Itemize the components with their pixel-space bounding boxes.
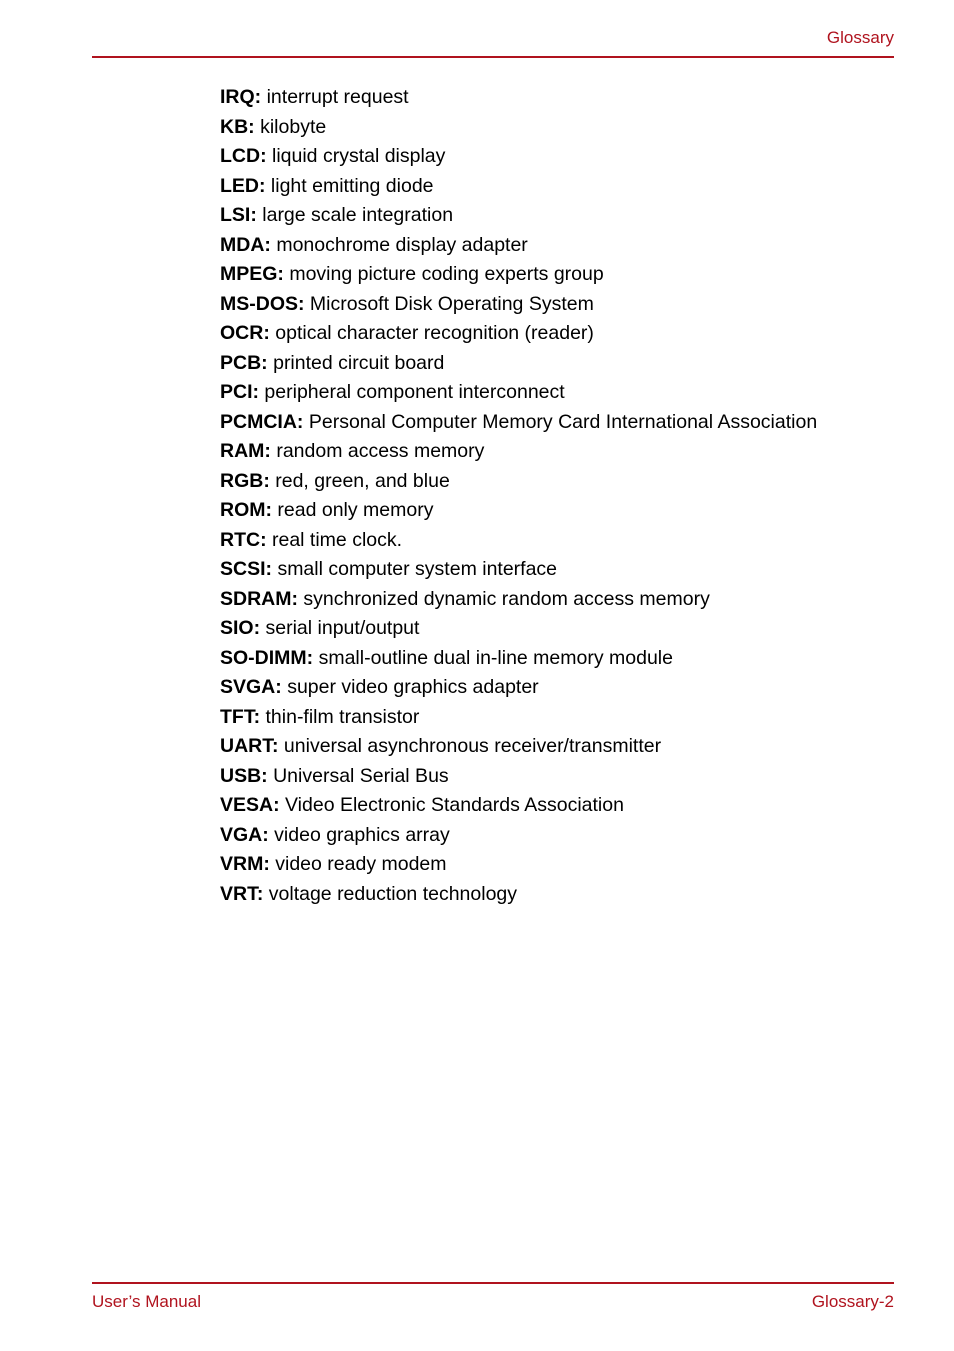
glossary-definition: voltage reduction technology (268, 882, 518, 905)
glossary-term: LCD: (220, 145, 267, 167)
glossary-item (220, 231, 817, 261)
glossary-definition: serial input/output (265, 617, 420, 639)
glossary-term: PCB: (220, 351, 268, 374)
glossary-term: MPEG: (220, 263, 284, 285)
glossary-definition: video graphics array (274, 823, 450, 846)
glossary-definition: Microsoft Disk Operating System (309, 292, 594, 315)
glossary-term: VRT: (220, 882, 264, 905)
glossary-item (220, 673, 817, 703)
glossary-item (220, 378, 817, 408)
glossary-term: UART: (220, 735, 279, 757)
glossary-list (220, 83, 817, 909)
glossary-definition: Universal Serial Bus (273, 764, 449, 787)
glossary-term: VGA: (220, 823, 269, 846)
glossary-term: SCSI: (220, 558, 273, 580)
glossary-item (220, 290, 817, 320)
glossary-item (220, 821, 817, 851)
glossary-definition: kilobyte (260, 115, 327, 138)
glossary-item (220, 850, 817, 880)
glossary-term: USB: (220, 764, 268, 787)
glossary-term: TFT: (220, 705, 261, 728)
glossary-term: SDRAM: (220, 587, 298, 610)
glossary-definition: thin-film transistor (265, 705, 420, 728)
glossary-item (220, 83, 817, 113)
glossary-item (220, 467, 817, 497)
glossary-term: SIO: (220, 617, 261, 639)
footer-page-number: Glossary-2 (811, 1292, 894, 1311)
glossary-term: IRQ: (220, 86, 262, 108)
glossary-definition: peripheral component interconnect (264, 381, 565, 403)
glossary-definition: interrupt request (266, 86, 409, 108)
header-title: Glossary (826, 28, 894, 47)
glossary-definition: liquid crystal display (272, 145, 446, 167)
glossary-definition: real time clock. (272, 528, 403, 551)
glossary-term: MS-DOS: (220, 292, 305, 315)
glossary-term: RGB: (220, 469, 270, 492)
glossary-term: LSI: (220, 204, 257, 226)
glossary-term: KB: (220, 115, 255, 138)
glossary-term: PCMCIA: (220, 410, 304, 433)
glossary-term: LED: (220, 174, 266, 197)
glossary-item (220, 201, 817, 231)
glossary-term: PCI: (220, 381, 259, 403)
glossary-item (220, 142, 817, 172)
glossary-item (220, 880, 817, 910)
glossary-definition: small-outline dual in-line memory module (318, 646, 673, 669)
glossary-item (220, 526, 817, 556)
glossary-item (220, 555, 817, 585)
glossary-item (220, 113, 817, 143)
glossary-item (220, 349, 817, 379)
page-header (92, 26, 894, 58)
glossary-term: VESA: (220, 794, 280, 816)
glossary-definition: synchronized dynamic random access memory (303, 587, 710, 610)
glossary-item (220, 762, 817, 792)
glossary-item (220, 585, 817, 615)
glossary-item (220, 614, 817, 644)
glossary-definition: light emitting diode (270, 174, 434, 197)
glossary-term: VRM: (220, 853, 270, 875)
glossary-item (220, 260, 817, 290)
glossary-item (220, 408, 817, 438)
glossary-item (220, 437, 817, 467)
glossary-definition: small computer system interface (277, 558, 558, 580)
glossary-term: MDA: (220, 233, 271, 256)
glossary-term: RTC: (220, 528, 267, 551)
glossary-definition: red, green, and blue (275, 469, 450, 492)
glossary-definition: universal asynchronous receiver/transmitter (283, 735, 662, 757)
glossary-definition: moving picture coding experts group (289, 263, 604, 285)
glossary-term: RAM: (220, 440, 271, 462)
glossary-definition: monochrome display adapter (276, 233, 528, 256)
glossary-item (220, 172, 817, 202)
glossary-item (220, 791, 817, 821)
glossary-definition: Video Electronic Standards Association (285, 794, 624, 816)
glossary-item (220, 732, 817, 762)
glossary-term: OCR: (220, 322, 270, 344)
glossary-item (220, 703, 817, 733)
glossary-definition: super video graphics adapter (287, 676, 539, 698)
glossary-definition: large scale integration (262, 204, 454, 226)
glossary-definition: random access memory (276, 440, 485, 462)
glossary-term: ROM: (220, 499, 272, 521)
glossary-item (220, 496, 817, 526)
glossary-item (220, 644, 817, 674)
footer-manual-title: User’s Manual (92, 1292, 201, 1311)
glossary-item (220, 319, 817, 349)
glossary-definition: video ready modem (275, 853, 447, 875)
glossary-definition: read only memory (277, 499, 434, 521)
glossary-term: SVGA: (220, 676, 282, 698)
page-footer (92, 1282, 894, 1314)
glossary-definition: printed circuit board (273, 351, 445, 374)
glossary-term: SO-DIMM: (220, 646, 314, 669)
glossary-definition: Personal Computer Memory Card International Association (308, 410, 818, 433)
glossary-definition: optical character recognition (reader) (275, 322, 594, 344)
